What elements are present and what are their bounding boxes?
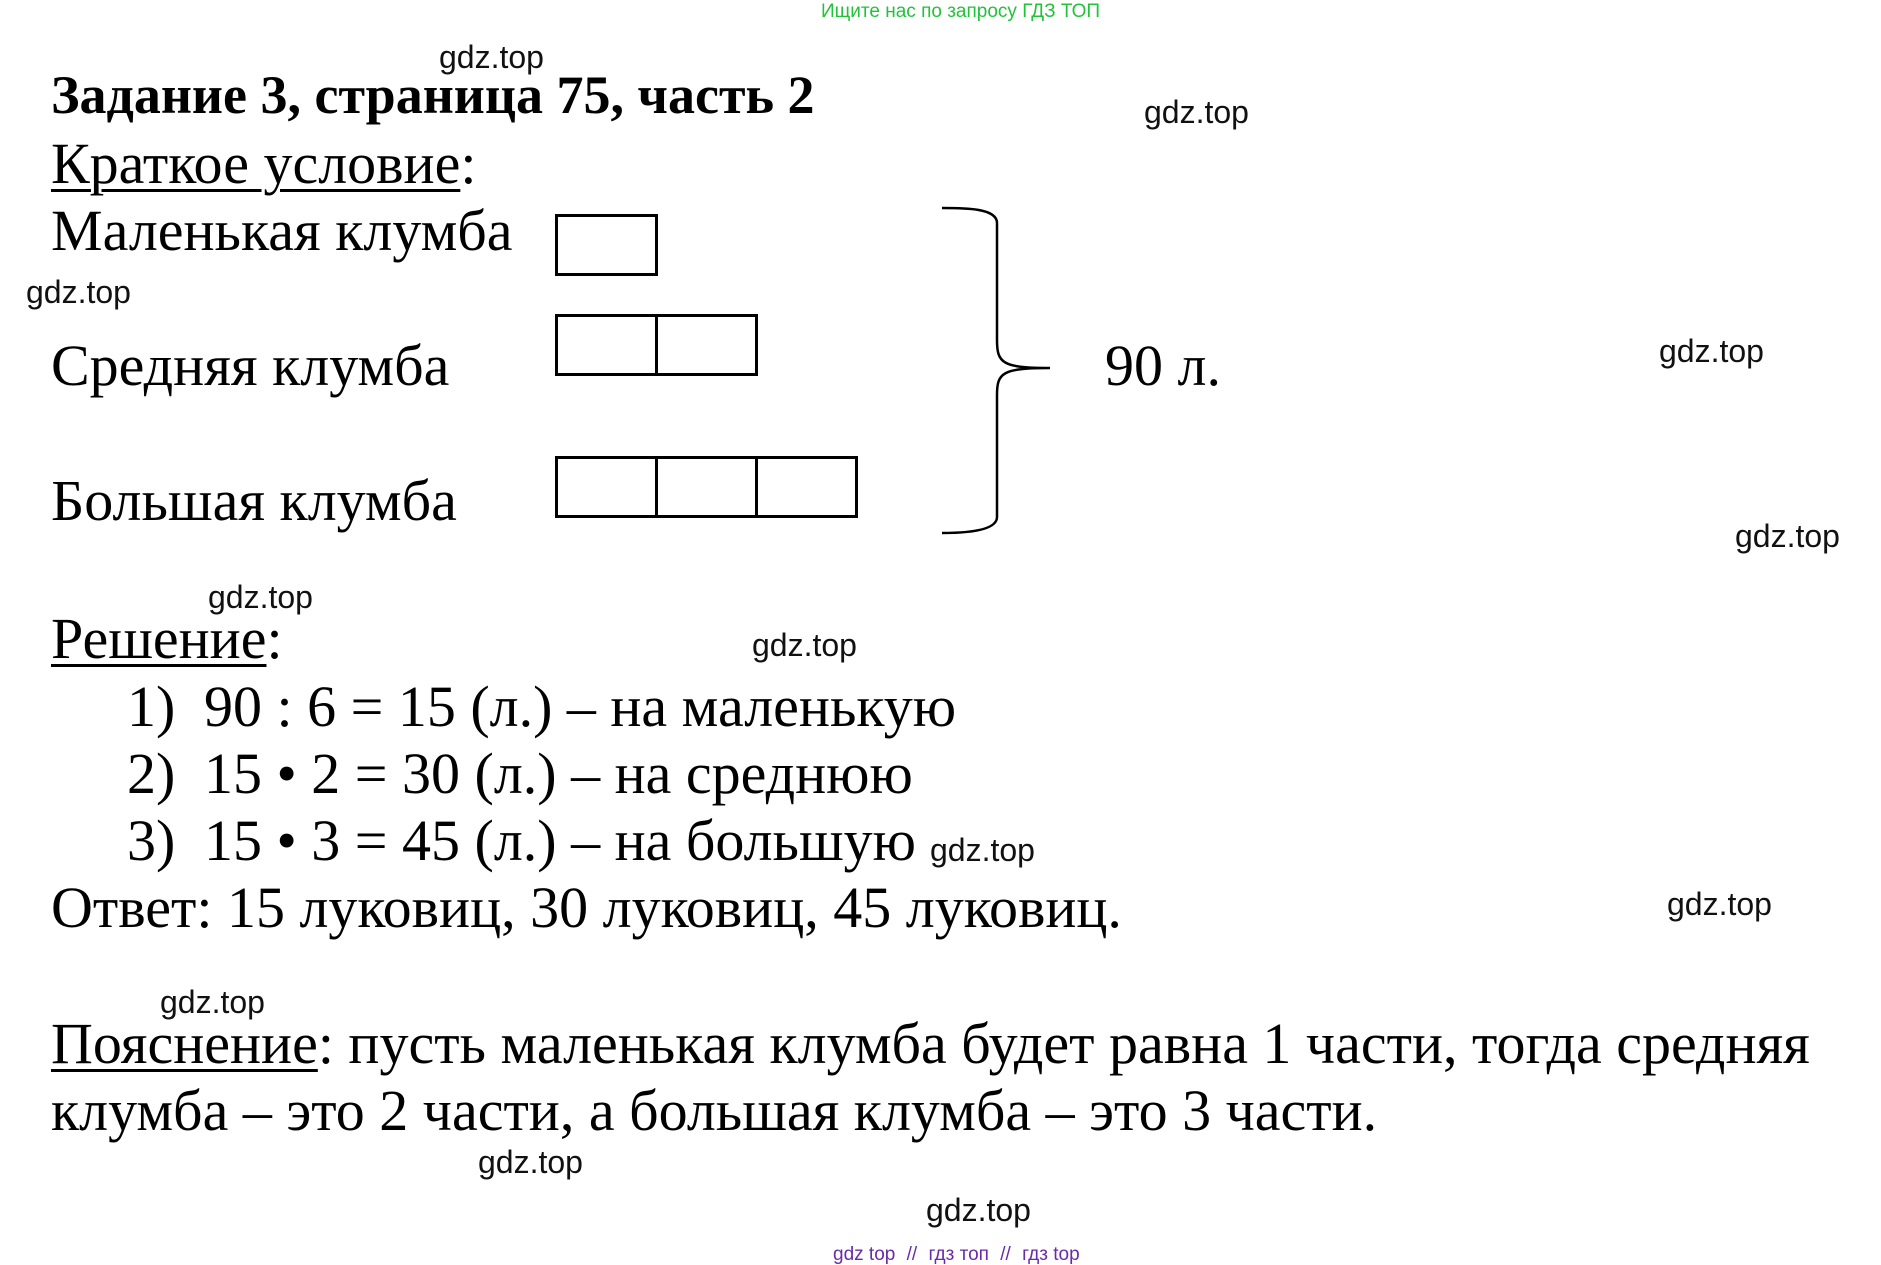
curly-brace — [940, 205, 1050, 537]
step-number: 2) — [127, 741, 176, 806]
watermark: gdz.top — [1667, 886, 1772, 922]
footer-link-gdz-top-ru[interactable]: гдз топ — [928, 1244, 989, 1265]
segment-large-1 — [555, 456, 658, 518]
row-label-large: Большая клумба — [51, 468, 457, 533]
promo-text[interactable]: Ищите нас по запросу ГДЗ ТОП — [821, 1, 1101, 22]
row-label-medium: Средняя клумба — [51, 333, 450, 398]
explanation-text-1: : пусть маленькая клумба будет равна 1 части, тогда средняя — [317, 1011, 1810, 1076]
solution-step-1 — [127, 674, 957, 739]
explanation-line-2: клумба – это 2 части, а большая клумба – это 3 части. — [51, 1078, 1378, 1143]
watermark: gdz.top — [478, 1144, 583, 1180]
watermark: gdz.top — [1659, 333, 1764, 369]
step-text: 15 • 3 = 45 (л.) – на большую — [204, 808, 917, 873]
step-text: 15 • 2 = 30 (л.) – на среднюю — [204, 741, 913, 806]
footer-link-gdz-top[interactable]: gdz top — [833, 1244, 896, 1265]
segment-large-3 — [755, 456, 858, 518]
watermark: gdz.top — [926, 1192, 1031, 1228]
condition-heading-colon: : — [460, 131, 477, 196]
row-label-small: Маленькая клумба — [51, 198, 513, 263]
watermark: gdz.top — [1735, 518, 1840, 554]
segment-large-2 — [655, 456, 758, 518]
footer-separator: // — [906, 1244, 918, 1265]
step-number: 1) — [127, 674, 176, 739]
step-text: 90 : 6 = 15 (л.) – на маленькую — [204, 674, 957, 739]
footer-link-gdz-top-mixed[interactable]: гдз top — [1022, 1244, 1080, 1265]
segment-small-1 — [555, 214, 658, 276]
watermark: gdz.top — [208, 579, 313, 615]
condition-heading-label: Краткое условие — [51, 131, 461, 196]
footer-separator: // — [1000, 1244, 1011, 1265]
watermark: gdz.top — [439, 39, 544, 75]
footer-links — [833, 1245, 1080, 1264]
solution-heading-label: Решение — [51, 606, 267, 671]
watermark: gdz.top — [752, 627, 857, 663]
total-value: 90 л. — [1105, 333, 1221, 398]
explanation-heading: Пояснение — [51, 1011, 318, 1076]
watermark: gdz.top — [160, 984, 265, 1020]
solution-step-3 — [127, 808, 917, 873]
watermark: gdz.top — [1144, 94, 1249, 130]
solution-heading-colon: : — [266, 606, 283, 671]
watermark: gdz.top — [930, 832, 1035, 868]
page-title: Задание 3, страница 75, часть 2 — [51, 65, 815, 125]
segment-medium-1 — [555, 314, 658, 376]
step-number: 3) — [127, 808, 176, 873]
solution-step-2 — [127, 741, 913, 806]
explanation-line-1 — [51, 1011, 1810, 1076]
watermark: gdz.top — [26, 274, 131, 310]
segment-medium-2 — [655, 314, 758, 376]
condition-heading — [51, 131, 477, 196]
answer-line: Ответ: 15 луковиц, 30 луковиц, 45 луковиц. — [51, 875, 1122, 940]
solution-heading — [51, 606, 283, 671]
